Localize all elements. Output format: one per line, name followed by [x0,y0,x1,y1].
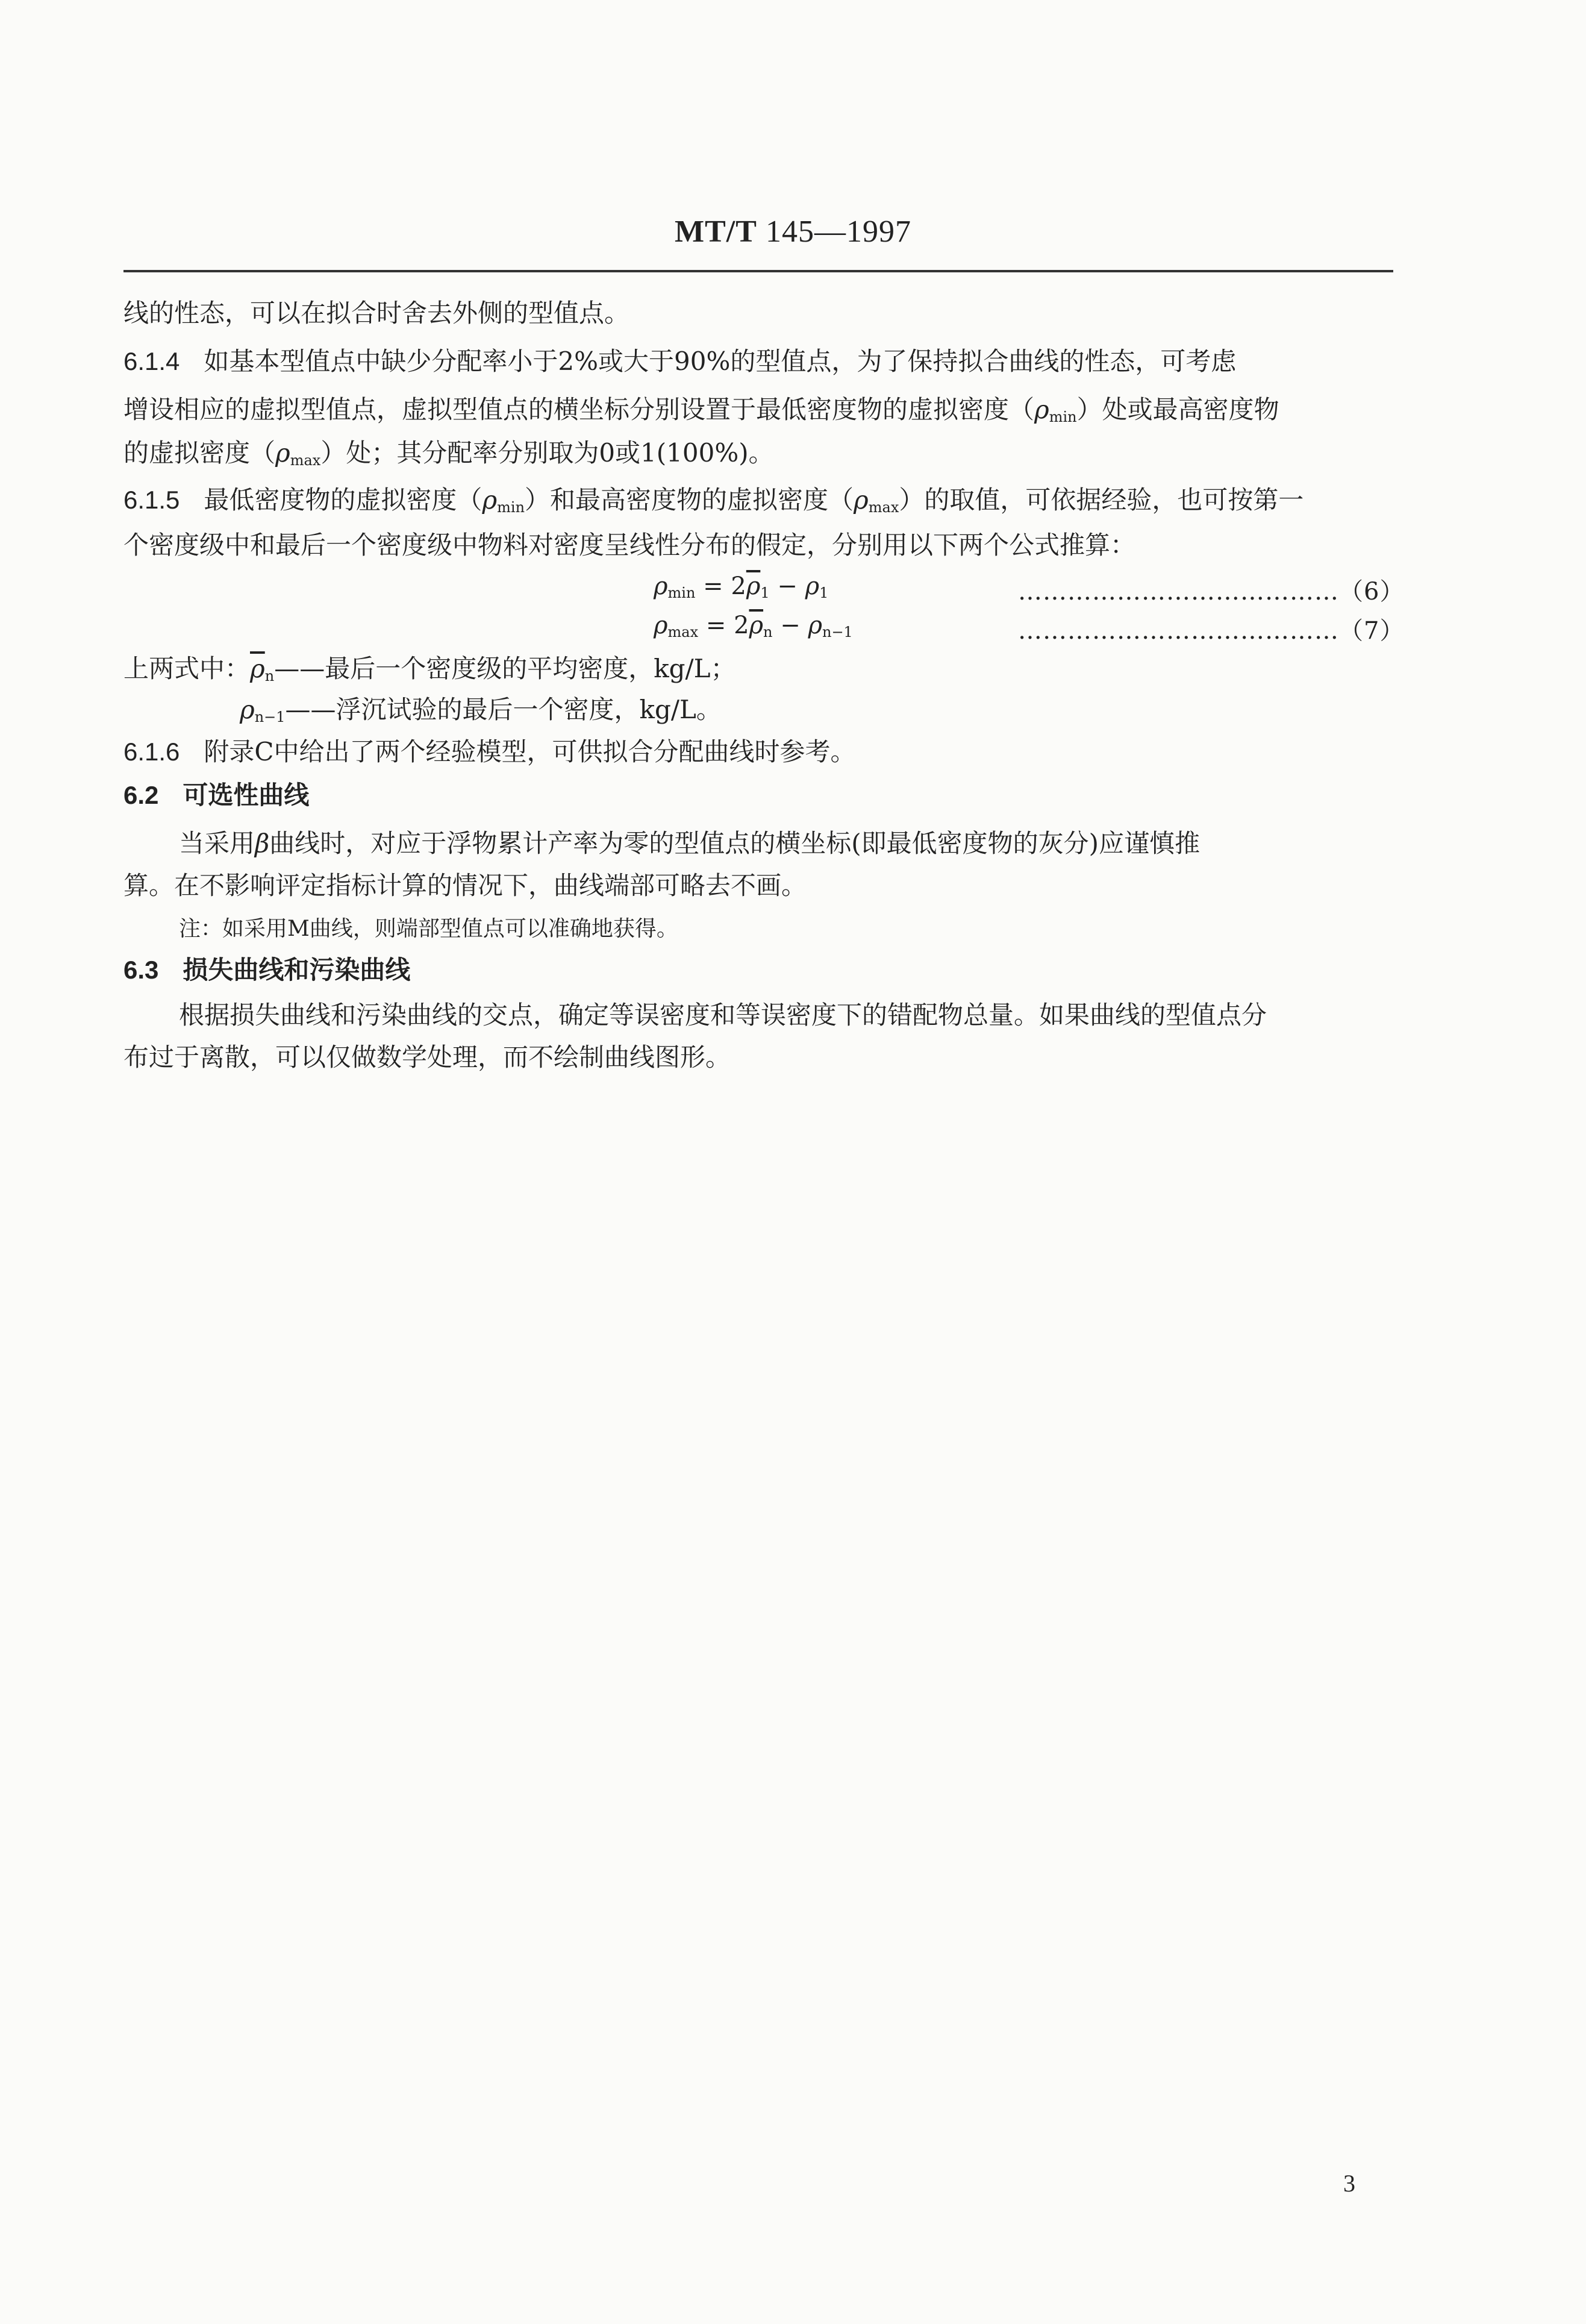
rho-symbol: ρ [654,572,668,600]
subscript: n−1 [254,709,286,725]
paragraph-text: 如基本型值点中缺少分配率小于2%或大于90%的型值点，为了保持拟合曲线的性态，可考虑 [204,346,1237,376]
header-rule [123,270,1393,272]
rho-bar-symbol: $\overline{\rho}$ [250,654,265,683]
equation-operator: − [772,612,808,639]
paragraph-text: 当采用 [179,828,255,858]
paragraph-text: 布过于离散，可以仅做数学处理，而不绘制曲线图形。 [123,1042,731,1072]
section-number: 6.3 [123,956,159,984]
section-6-3-line-1 [179,997,1267,1033]
paragraph-text: 根据损失曲线和污染曲线的交点，确定等误密度和等误密度下的错配物总量。如果曲线的型值点分 [179,1000,1267,1030]
paragraph-text: 的虚拟密度（ [123,438,276,468]
paragraph-text: ）和最高密度物的虚拟密度（ [525,485,854,515]
rho-bar-symbol: $\overline{\rho}$ [749,612,764,639]
rho-symbol: ρ [805,572,820,600]
subscript: n−1 [822,624,853,641]
paragraph-text: ）处或最高密度物 [1076,395,1279,424]
standard-number: 145—1997 [765,215,911,249]
section-title: 可选性曲线 [183,781,310,809]
equation-6 [654,572,828,600]
paragraph-text: 上两式中： [123,654,251,683]
where-line-1 [123,651,736,687]
rho-symbol: ρ [275,438,290,468]
paragraph-text: 增设相应的虚拟型值点，虚拟型值点的横坐标分别设置于最低密度物的虚拟密度（ [123,395,1035,424]
rho-symbol: ρ [854,485,869,515]
paragraph-text: ——最后一个密度级的平均密度，kg/L； [274,654,736,683]
beta-symbol: β [255,828,270,858]
section-6-3-heading [123,952,410,988]
section-number: 6.1.5 [123,486,180,514]
rho-symbol: ρ [808,612,822,639]
section-title: 损失曲线和污染曲线 [183,956,411,984]
section-6-1-4-line-3 [123,435,774,471]
rho-symbol: ρ [654,612,668,639]
subscript: min [497,499,525,516]
section-number: 6.1.6 [123,738,180,766]
section-6-2-line-2 [123,868,807,904]
subscript: 1 [819,584,829,601]
page-header [0,214,1586,249]
section-6-2-heading [123,777,309,813]
rho-symbol: ρ [482,485,498,515]
subscript: n [264,668,275,684]
rho-symbol: ρ [240,695,255,724]
section-6-1-5-line-2 [123,527,1135,563]
paragraph-text: 曲线时，对应于浮物累计产率为零的型值点的横坐标(即最低密度物的灰分)应谨慎推 [269,828,1200,858]
subscript: min [1049,409,1077,425]
section-number: 6.1.4 [123,347,180,375]
equation-7 [654,612,853,639]
equation-number-6: …………………………………（6） [1018,578,1405,606]
subscript: min [667,584,696,601]
page-number: 3 [1343,2170,1355,2197]
paragraph-continuation [123,295,629,331]
paragraph-text: 算。在不影响评定指标计算的情况下，曲线端部可略去不画。 [123,871,807,900]
paragraph-text: 最低密度物的虚拟密度（ [204,485,482,515]
rho-symbol: ρ [1034,395,1049,424]
section-6-1-5-line-1 [123,482,1303,518]
equation-operator: = 2 [695,572,746,600]
subscript: max [290,452,321,469]
section-number: 6.2 [123,781,159,809]
subscript: 1 [760,584,770,601]
section-6-2-note [179,911,678,947]
paragraph-text: ）处；其分配率分别取为0或1(100%)。 [320,438,774,468]
rho-bar-symbol: $\overline{\rho}$ [746,572,761,600]
section-6-1-6 [123,734,856,770]
equation-operator: − [769,572,805,600]
equation-operator: = 2 [698,612,749,639]
paragraph-text: 线的性态，可以在拟合时舍去外侧的型值点。 [123,298,630,328]
equation-number-7: …………………………………（7） [1018,617,1405,645]
note-text: 注：如采用M曲线，则端部型值点可以准确地获得。 [179,916,678,941]
subscript: max [667,624,699,641]
section-6-1-4-line-2 [123,392,1279,428]
paragraph-text: 个密度级中和最后一个密度级中物料对密度呈线性分布的假定，分别用以下两个公式推算： [123,530,1136,560]
subscript: max [868,499,899,516]
paragraph-text: 附录C中给出了两个经验模型，可供拟合分配曲线时参考。 [204,737,856,766]
section-6-3-line-2 [123,1039,731,1076]
section-6-1-4-line-1 [123,343,1236,380]
paragraph-text: ——浮沉试验的最后一个密度，kg/L。 [285,695,722,724]
paragraph-text: ）的取值，可依据经验，也可按第一 [899,485,1304,515]
where-line-2 [240,692,722,728]
section-6-2-line-1 [179,825,1200,862]
subscript: n [763,624,773,641]
standard-code: MT/T [675,215,757,249]
